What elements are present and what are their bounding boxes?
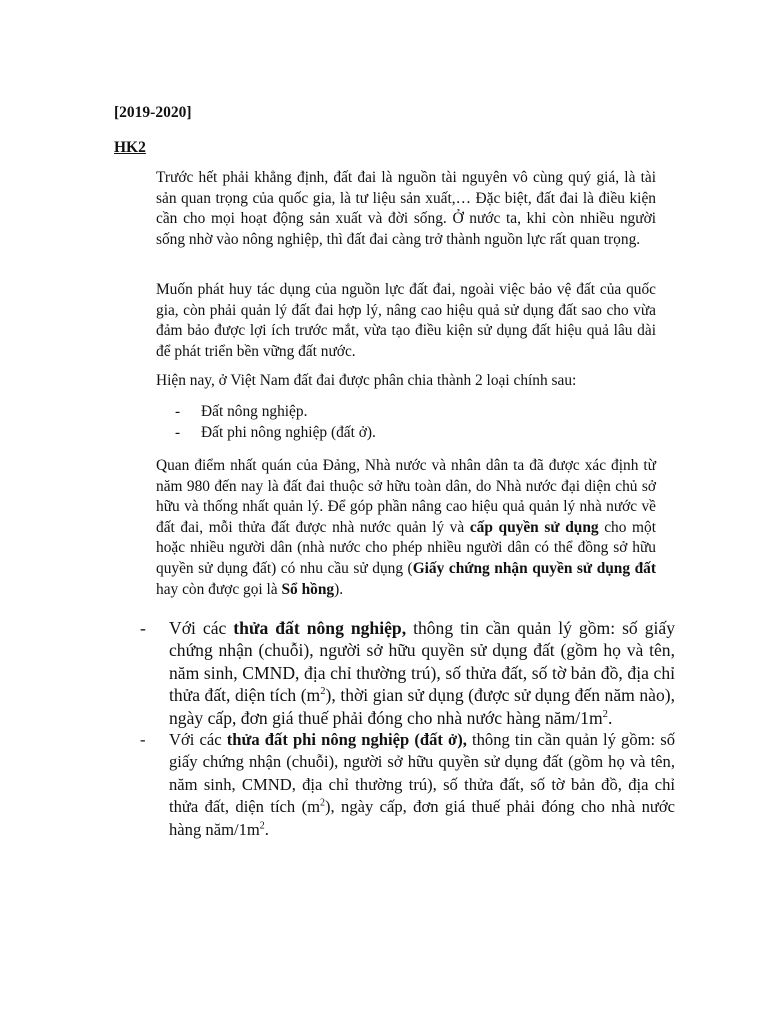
bullet-dash: - <box>175 403 181 420</box>
info-agricultural-text-d: ), thời gian sử dụng (được sử dụng đến năm nào), ngày cấp, đơn giá thuế phải đóng cho nhà nước hàng năm/1m <box>169 685 675 728</box>
policy-bold-certificate: Giấy chứng nhận quyền sử dụng đất <box>412 559 656 577</box>
year-heading: [2019-2020] <box>114 104 192 121</box>
info-agricultural-text-a: Với các <box>169 618 234 638</box>
info-non-agricultural-bold: thửa đất phi nông nghiệp (đất ở), <box>226 730 467 750</box>
policy-paragraph <box>156 456 656 600</box>
superscript: 2 <box>320 797 325 809</box>
policy-text-e: hay còn được gọi là <box>156 580 282 598</box>
policy-bold-right: cấp quyền sử dụng <box>469 518 599 536</box>
policy-text-c: cho một hoặc nhiều người dân (nhà nước cho phép nhiều người dân có thể đồng sở hữu quyền sử dụng đất) có nhu cầu sử dụng ( <box>156 518 656 577</box>
intro-paragraph: Trước hết phải khẳng định, đất đai là nguồn tài nguyên vô cùng quý giá, là tài sản quan trọng của quốc gia, là tư liệu sản xuất,… Đặc biệt, đất đai là điều kiện cần cho mọi hoạt động sản xuất và đời sống. Ở nước ta, khi còn nhiều người sống nhờ vào nông nghiệp, thì đất đai càng trở thành nguồn lực rất quan trọng. <box>156 169 656 248</box>
policy-text-g: ). <box>334 580 344 598</box>
bullet-dash: - <box>140 730 146 750</box>
list-item <box>156 402 656 423</box>
list-item <box>140 617 675 729</box>
info-list <box>140 617 675 841</box>
info-non-agricultural-text-c: thông tin cần quản lý gồm: số giấy chứng nhận (chuỗi), người sở hữu quyền sử dụng đất (gồm họ và tên, năm sinh, CMND, địa chỉ thường trú), số thửa đất, số tờ bản đồ, địa chỉ thửa đất, diện tích (m <box>169 730 676 817</box>
info-agricultural-bold: thửa đất nông nghiệp, <box>233 618 407 638</box>
info-non-agricultural-text-e: . <box>264 819 269 839</box>
info-non-agricultural-text-a: Với các <box>169 730 227 750</box>
bullet-dash: - <box>175 423 181 441</box>
resource-paragraph: Muốn phát huy tác dụng của nguồn lực đất đai, ngoài việc bảo vệ đất của quốc gia, còn phải quản lý đất đai hợp lý, nâng cao hiệu quả sử dụng đất sao cho vừa đảm bảo được lợi ích trước mắt, vừa tạo điều kiện sử dụng đất hiệu quả lâu dài để phát triển bền vững đất nước. <box>156 281 656 360</box>
classification-paragraph: Hiện nay, ở Việt Nam đất đai được phân chia thành 2 loại chính sau: <box>156 372 577 389</box>
list-item <box>156 423 656 444</box>
bullet-dash: - <box>140 618 146 638</box>
superscript: 2 <box>259 820 265 832</box>
info-agricultural-text-c: thông tin cần quản lý gồm: số giấy chứng nhận (chuỗi), người sở hữu quyền sử dụng đất (gồm họ và tên, năm sinh, CMND, địa chỉ thường trú), số thửa đất, số tờ bản đồ, địa chỉ thửa đất, diện tích (m <box>169 618 675 706</box>
info-agricultural-text-e: . <box>607 707 613 728</box>
policy-bold-pink-book: Sổ hồng <box>281 580 335 598</box>
info-non-agricultural-text-d: ), ngày cấp, đơn giá thuế phải đóng cho nhà nước hàng năm/1m <box>169 797 676 839</box>
land-type-non-agricultural: Đất phi nông nghiệp (đất ở). <box>201 423 376 441</box>
semester-heading: HK2 <box>114 139 146 156</box>
list-item <box>140 729 675 841</box>
land-type-agricultural: Đất nông nghiệp. <box>201 403 308 420</box>
land-type-list <box>156 402 656 443</box>
policy-text-a: Quan điểm nhất quán của Đảng, Nhà nước và nhân dân ta đã được xác định từ năm 980 đến nay là đất đai thuộc sở hữu toàn dân, do Nhà nước đại diện chủ sở hữu và thống nhất quản lý. Để góp phần nâng cao hiệu quả quản lý nhà nước về đất đai, mỗi thửa đất được nhà nước quản lý và <box>156 457 656 536</box>
superscript: 2 <box>602 708 608 720</box>
superscript: 2 <box>320 686 326 698</box>
